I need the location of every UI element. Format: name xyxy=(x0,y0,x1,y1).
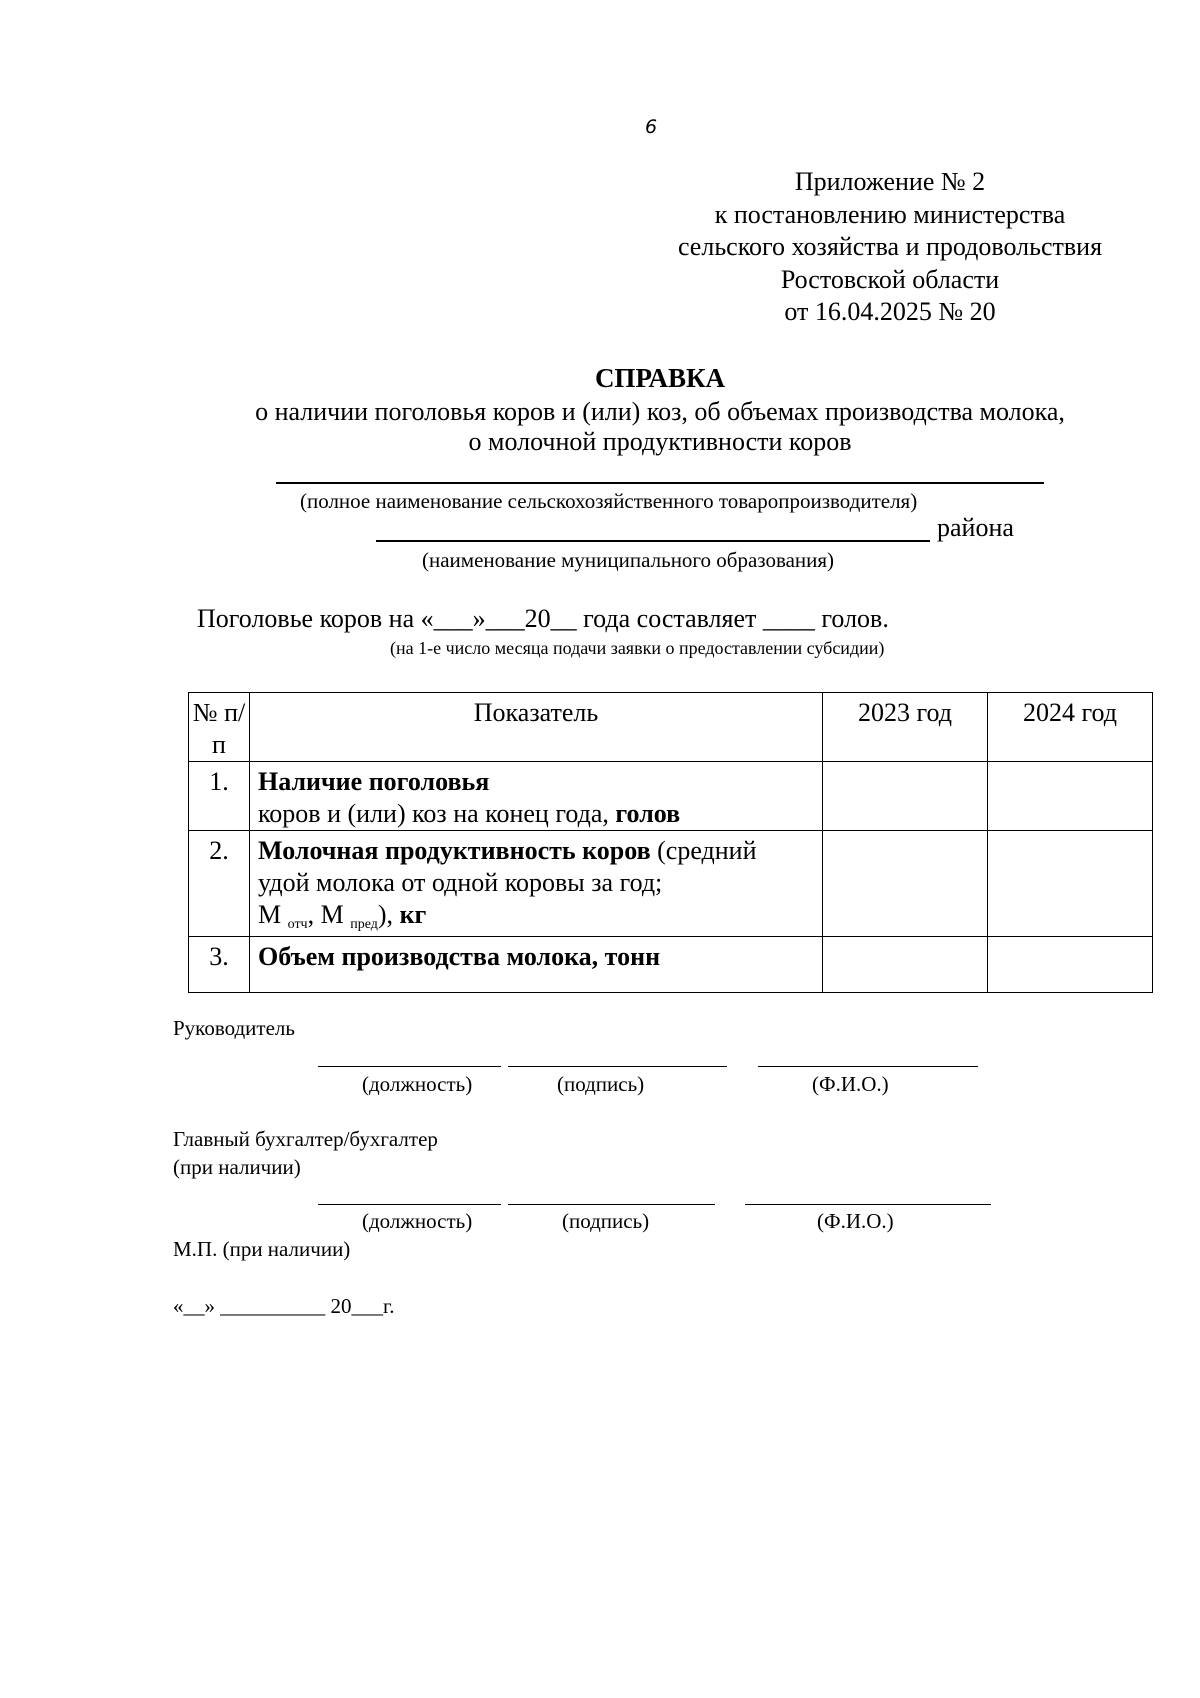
header-2024: 2024 год xyxy=(988,693,1153,762)
accountant-name-caption: (Ф.И.О.) xyxy=(817,1209,894,1233)
table-header-row xyxy=(189,693,1153,762)
indicator-bold: Объем производства молока, тонн xyxy=(258,942,661,971)
subtitle-line-2: о молочной продуктивности коров xyxy=(468,427,852,456)
document-subtitle xyxy=(0,397,1200,457)
accountant-label-note: (при наличии) xyxy=(173,1155,301,1179)
row-indicator xyxy=(250,937,823,993)
m-letter: М xyxy=(320,900,344,929)
row-indicator: Молочная продуктивность коров (средний удой молока от одной коровы за год; М отч, М пред), кг xyxy=(250,831,823,937)
value-2024-cell xyxy=(988,831,1153,937)
table-row xyxy=(189,762,1153,831)
table-row xyxy=(189,831,1153,937)
head-position-line xyxy=(318,1066,501,1067)
herd-statement: Поголовье коров на «___»___20__ года составляет ____ голов. xyxy=(197,604,889,633)
row-indicator xyxy=(250,762,823,831)
head-position-caption: (должность) xyxy=(362,1072,473,1096)
value-2023-cell xyxy=(823,831,988,937)
head-name-line xyxy=(758,1066,978,1067)
producer-name-caption: (полное наименование сельскохозяйственного товаропроизводителя) xyxy=(300,489,918,513)
indicator-text: (средний xyxy=(657,836,757,865)
value-2024-cell xyxy=(988,937,1153,993)
appendix-line: от 16.04.2025 № 20 xyxy=(784,297,996,326)
indicator-bold: Молочная продуктивность коров xyxy=(258,836,651,865)
value-2024-cell xyxy=(988,762,1153,831)
appendix-line: к постановлению министерства xyxy=(714,199,1066,229)
document-title: СПРАВКА xyxy=(594,363,726,393)
appendix-header xyxy=(640,166,1140,329)
indicator-unit: кг xyxy=(399,900,427,929)
appendix-line: Приложение № 2 xyxy=(794,167,986,196)
header-num: № п/п xyxy=(189,693,250,762)
head-signature-line xyxy=(508,1066,727,1067)
producer-name-line xyxy=(276,482,1044,484)
date-line: «__» __________ 20___г. xyxy=(173,1294,395,1318)
m-letter: М xyxy=(258,900,282,929)
district-suffix: района xyxy=(937,513,1014,542)
district-caption: (наименование муниципального образования) xyxy=(422,548,835,572)
table-row xyxy=(189,937,1153,993)
accountant-position-line xyxy=(318,1204,501,1205)
appendix-line: сельского хозяйства и продовольствия xyxy=(677,232,1103,261)
appendix-line: Ростовской области xyxy=(780,264,1000,294)
accountant-signature-line xyxy=(508,1204,715,1205)
row-num: 3. xyxy=(189,937,250,993)
m-pred-subscript: пред xyxy=(350,917,378,932)
herd-statement-note: (на 1-е число месяца подачи заявки о предоставлении субсидии) xyxy=(390,638,885,658)
value-2023-cell xyxy=(823,937,988,993)
page-number: 6 xyxy=(645,116,658,138)
head-name-caption: (Ф.И.О.) xyxy=(812,1072,889,1096)
indicators-table xyxy=(188,692,1153,993)
value-2023-cell xyxy=(823,762,988,831)
indicator-text: удой молока от одной коровы за год; xyxy=(258,868,663,897)
subtitle-line-1: о наличии поголовья коров и (или) коз, об объемах производства молока, xyxy=(255,397,1065,426)
accountant-label: Главный бухгалтер/бухгалтер xyxy=(173,1127,438,1151)
header-indicator: Показатель xyxy=(250,693,823,762)
row-num: 2. xyxy=(189,831,250,937)
indicator-bold: Наличие поголовья xyxy=(258,767,490,796)
accountant-signature-caption: (подпись) xyxy=(562,1209,650,1233)
m-otch-subscript: отч xyxy=(287,917,308,932)
accountant-name-line xyxy=(745,1204,991,1205)
indicator-text: коров и (или) коз на конец года, xyxy=(258,799,609,828)
head-signature-caption: (подпись) xyxy=(557,1072,645,1096)
seal-label: М.П. (при наличии) xyxy=(173,1237,351,1261)
indicator-unit: голов xyxy=(615,799,681,828)
district-name-line xyxy=(376,540,930,542)
header-2023: 2023 год xyxy=(823,693,988,762)
head-label: Руководитель xyxy=(173,1016,295,1040)
accountant-position-caption: (должность) xyxy=(362,1209,473,1233)
row-num: 1. xyxy=(189,762,250,831)
